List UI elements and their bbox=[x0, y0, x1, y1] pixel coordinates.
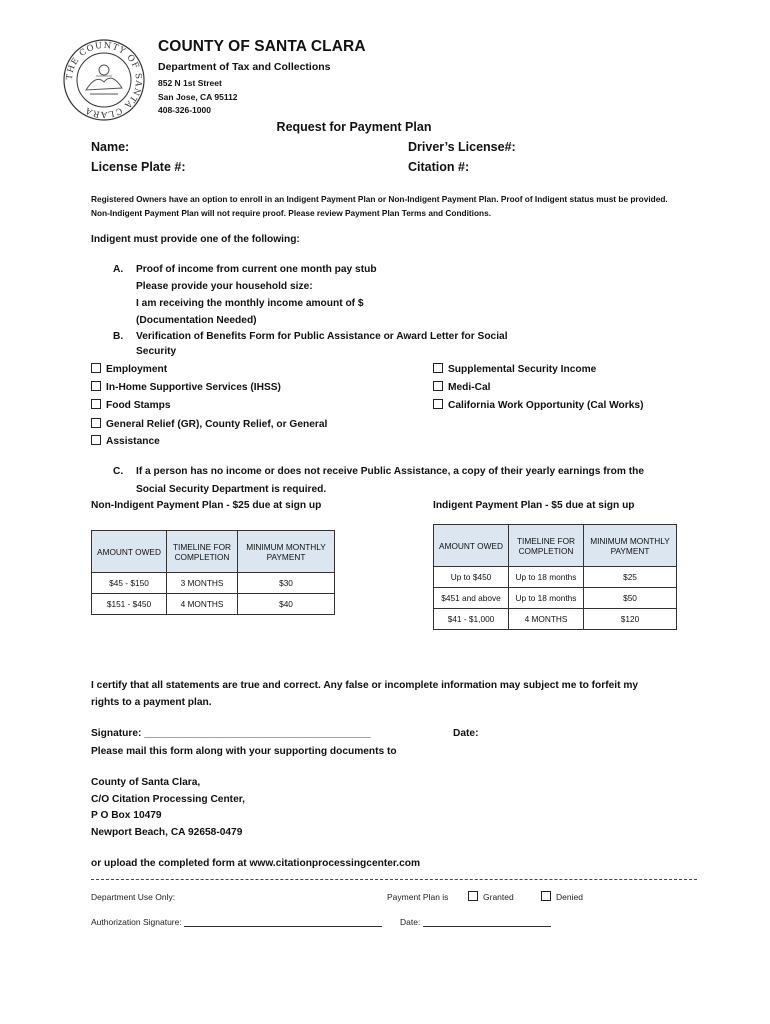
table-header-row bbox=[434, 525, 677, 567]
item-a-line-4: (Documentation Needed) bbox=[136, 315, 257, 326]
checkbox-employment[interactable] bbox=[91, 363, 167, 375]
table-header-cell: MINIMUM MONTHLY PAYMENT bbox=[238, 531, 335, 573]
table-row bbox=[92, 573, 335, 594]
footer-date-label: Date: bbox=[400, 917, 421, 927]
certify-line-2: rights to a payment plan. bbox=[91, 697, 212, 708]
table-cell: $151 - $450 bbox=[92, 594, 167, 615]
table-cell: 4 MONTHS bbox=[509, 609, 584, 630]
address-line-2: San Jose, CA 95112 bbox=[158, 92, 238, 102]
checkbox-icon bbox=[541, 891, 551, 901]
checkbox-icon bbox=[433, 399, 443, 409]
auth-signature-label: Authorization Signature: bbox=[91, 917, 182, 927]
checkbox-icon bbox=[91, 399, 101, 409]
svg-text:THE COUNTY OF SANTA CLARA: THE COUNTY OF SANTA CLARA bbox=[64, 40, 144, 120]
department-name: Department of Tax and Collections bbox=[158, 61, 331, 73]
checkbox-icon bbox=[91, 363, 101, 373]
table-cell: 3 MONTHS bbox=[167, 573, 238, 594]
mail-address-line-2: C/O Citation Processing Center, bbox=[91, 794, 245, 805]
checkbox-calworks[interactable] bbox=[433, 399, 643, 411]
item-b-marker: B. bbox=[113, 331, 124, 342]
checkbox-icon bbox=[433, 381, 443, 391]
table-cell: $25 bbox=[584, 567, 677, 588]
table-cell: $40 bbox=[238, 594, 335, 615]
county-seal bbox=[62, 38, 146, 122]
item-c-line-1: If a person has no income or does not receive Public Assistance, a copy of their yearly earnings from the bbox=[136, 466, 645, 477]
table-cell: Up to 18 months bbox=[509, 588, 584, 609]
denied-label: Denied bbox=[556, 892, 583, 902]
table-cell: 4 MONTHS bbox=[167, 594, 238, 615]
table-header-cell: AMOUNT OWED bbox=[434, 525, 509, 567]
item-c-marker: C. bbox=[113, 466, 124, 477]
mail-address-line-1: County of Santa Clara, bbox=[91, 777, 201, 788]
upload-line: or upload the completed form at www.citationprocessingcenter.com bbox=[91, 858, 421, 869]
checkbox-employment-label: Employment bbox=[106, 364, 168, 375]
date-label: Date: bbox=[453, 728, 479, 739]
license-plate-label: License Plate #: bbox=[91, 160, 186, 174]
mail-address-line-4: Newport Beach, CA 92658-0479 bbox=[91, 827, 243, 838]
item-b-line-2: Security bbox=[136, 346, 177, 357]
non-indigent-table bbox=[91, 530, 335, 615]
checkbox-icon bbox=[433, 363, 443, 373]
table-cell: $30 bbox=[238, 573, 335, 594]
dept-use-label: Department Use Only: bbox=[91, 892, 176, 902]
mail-instruction: Please mail this form along with your supporting documents to bbox=[91, 746, 397, 757]
citation-label: Citation #: bbox=[408, 160, 470, 174]
checkbox-medical[interactable] bbox=[433, 381, 490, 393]
checkbox-icon bbox=[91, 381, 101, 391]
item-a-line-2: Please provide your household size: bbox=[136, 281, 313, 292]
footer-date-line[interactable] bbox=[423, 917, 551, 927]
checkbox-icon bbox=[468, 891, 478, 901]
checkbox-ssi[interactable] bbox=[433, 363, 596, 375]
footer-date-row[interactable] bbox=[400, 917, 551, 927]
item-a-marker: A. bbox=[113, 264, 124, 275]
checkbox-ihss-label: In-Home Supportive Services (IHSS) bbox=[106, 382, 281, 393]
phone-number: 408-326-1000 bbox=[158, 105, 211, 115]
table-header-cell: AMOUNT OWED bbox=[92, 531, 167, 573]
certify-line-1: I certify that all statements are true and correct. Any false or incomplete information may subject me to forfeit my bbox=[91, 680, 639, 691]
checkbox-food-stamps-label: Food Stamps bbox=[106, 400, 171, 411]
granted-label: Granted bbox=[483, 892, 514, 902]
item-a-line-3: I am receiving the monthly income amount of $ bbox=[136, 298, 364, 309]
checkbox-ihss[interactable] bbox=[91, 381, 281, 393]
table-cell: $451 and above bbox=[434, 588, 509, 609]
divider bbox=[91, 879, 697, 880]
name-label: Name: bbox=[91, 140, 130, 154]
checkbox-icon bbox=[91, 435, 101, 445]
checkbox-assistance[interactable] bbox=[91, 435, 160, 447]
drivers-license-label: Driver’s License#: bbox=[408, 140, 516, 154]
indigent-plan-heading: Indigent Payment Plan - $5 due at sign up bbox=[433, 500, 635, 511]
item-c-line-2: Social Security Department is required. bbox=[136, 484, 327, 495]
address-line-1: 852 N 1st Street bbox=[158, 78, 222, 88]
indigent-heading: Indigent must provide one of the following: bbox=[91, 234, 300, 245]
checkbox-medical-label: Medi-Cal bbox=[448, 382, 491, 393]
table-cell: Up to $450 bbox=[434, 567, 509, 588]
checkbox-icon bbox=[91, 418, 101, 428]
table-cell: $45 - $150 bbox=[92, 573, 167, 594]
signature-field[interactable]: Signature: ________________________________________ bbox=[91, 728, 371, 739]
indigent-table bbox=[433, 524, 677, 630]
non-indigent-heading: Non-Indigent Payment Plan - $25 due at sign up bbox=[91, 500, 322, 511]
table-row bbox=[92, 594, 335, 615]
checkbox-ssi-label: Supplemental Security Income bbox=[448, 364, 597, 375]
table-header-row bbox=[92, 531, 335, 573]
county-title: COUNTY OF SANTA CLARA bbox=[158, 38, 366, 55]
auth-signature-row[interactable] bbox=[91, 917, 382, 927]
checkbox-calworks-label: California Work Opportunity (Cal Works) bbox=[448, 400, 644, 411]
auth-signature-line[interactable] bbox=[184, 917, 382, 927]
granted-checkbox[interactable] bbox=[468, 891, 514, 902]
table-header-cell: MINIMUM MONTHLY PAYMENT bbox=[584, 525, 677, 567]
table-row bbox=[434, 609, 677, 630]
denied-checkbox[interactable] bbox=[541, 891, 583, 902]
mail-address-line-3: P O Box 10479 bbox=[91, 810, 162, 821]
checkbox-assistance-label: Assistance bbox=[106, 436, 160, 447]
checkbox-food-stamps[interactable] bbox=[91, 399, 171, 411]
table-cell: $41 - $1,000 bbox=[434, 609, 509, 630]
item-a-line-1: Proof of income from current one month pay stub bbox=[136, 264, 377, 275]
checkbox-general-relief[interactable] bbox=[91, 418, 327, 430]
table-cell: $50 bbox=[584, 588, 677, 609]
table-cell: $120 bbox=[584, 609, 677, 630]
table-row bbox=[434, 567, 677, 588]
item-b-line-1: Verification of Benefits Form for Public Assistance or Award Letter for Social bbox=[136, 331, 508, 342]
table-header-cell: TIMELINE FOR COMPLETION bbox=[167, 531, 238, 573]
table-header-cell: TIMELINE FOR COMPLETION bbox=[509, 525, 584, 567]
intro-paragraph: Registered Owners have an option to enroll in an Indigent Payment Plan or Non-Indigent Payment Plan. Proof of Indigent status must be provided. Non-Indigent Payment Plan will not require proof. Please review Payment Plan Terms and Conditions. bbox=[91, 194, 668, 218]
checkbox-general-relief-label: General Relief (GR), County Relief, or General bbox=[106, 419, 328, 430]
table-row bbox=[434, 588, 677, 609]
table-cell: Up to 18 months bbox=[509, 567, 584, 588]
form-title: Request for Payment Plan bbox=[276, 120, 432, 134]
payment-plan-is-label: Payment Plan is bbox=[387, 892, 449, 902]
